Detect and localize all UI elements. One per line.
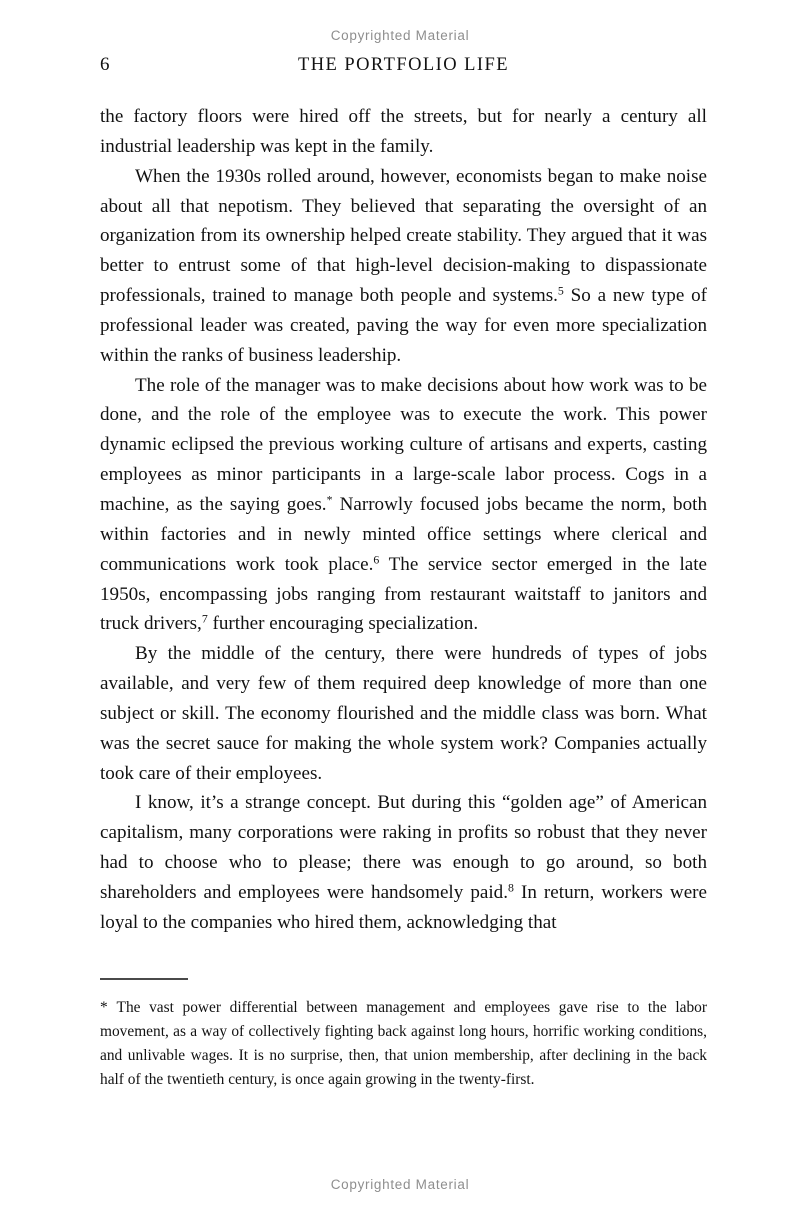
book-title-header: THE PORTFOLIO LIFE [297,55,509,75]
footnote-marker-7: 7 [201,611,208,626]
footnote-marker-6: 6 [373,552,380,567]
paragraph-3-segment-1: The role of the manager was to make decisions about how work was to be done, and the role of the employee was to execute the work. This power dynamic eclipsed the previous working culture of artisans and experts, casting employees as minor participants in a large-scale labor process. Cogs in a machine, as the saying goes. [100,374,707,515]
paragraph-5-text-before-note: I know, it’s a strange concept. But during this “golden age” of American capitalism, many corporations were raking in profits so robust that they never had to choose who to please; there was enough to go around, so both shareholders and employees were handsomely paid. [100,792,707,903]
footnote-block [100,978,707,1092]
footnote-paragraph [100,996,707,1092]
footnote-marker-8: 8 [508,880,514,895]
paragraph-3-segment-2: Narrowly focused jobs became the norm, both within factories and in newly minted office settings where clerical and communications work took place. [100,493,707,575]
paragraph-1-text: the factory floors were hired off the streets, but for nearly a century all industrial leadership was kept in the family. [100,106,707,157]
running-head [100,52,707,78]
paragraph-2 [100,162,707,371]
body-text-column [100,102,707,938]
paragraph-3-segment-3: The service sector emerged in the late 1950s, encompassing jobs ranging from restaurant waitstaff to janitors and truck drivers, [100,553,708,635]
paragraph-2-text-after-note: So a new type of professional leader was created, paving the way for even more specialization within the ranks of business leadership. [100,285,707,366]
footnote-asterisk-marker: * [100,998,108,1016]
footnote-marker-asterisk: * [326,492,333,507]
paragraph-4-text: By the middle of the century, there were hundreds of types of jobs available, and very few of them required deep knowledge of more than one subject or skill. The economy flourished and the middle class was born. What was the secret sauce for making the whole system work? Companies actually took care of their employees. [100,643,707,784]
paragraph-2-text-before-note: When the 1930s rolled around, however, economists began to make noise about all that nepotism. They believed that separating the oversight of an organization from its ownership helped create stability. They argued that it was better to entrust some of that high-level decision-making to dispassionate professionals, trained to manage both people and systems. [100,165,707,307]
paragraph-3-segment-4: further encouraging specialization. [207,613,479,635]
footnote-body-text: The vast power differential between management and employees gave rise to the labor movement, as a way of collectively fighting back against long hours, horrific working conditions, and unlivable wages. It is no surprise, then, that union membership, after declining in the back half of the twentieth century, is once again growing in the twenty-first. [100,998,707,1088]
copyright-watermark-bottom: Copyrighted Material [330,1177,470,1192]
paragraph-3 [100,371,707,640]
paragraph-1 [100,102,707,162]
footnote-separator-rule [100,978,188,980]
copyright-watermark-top: Copyrighted Material [330,28,470,43]
paragraph-4 [100,639,707,788]
paragraph-5-text-after-note: In return, workers were loyal to the companies who hired them, acknowledging that [100,881,707,933]
paragraph-5 [100,788,707,937]
footnote-marker-5: 5 [557,283,564,298]
page-number: 6 [100,54,110,75]
